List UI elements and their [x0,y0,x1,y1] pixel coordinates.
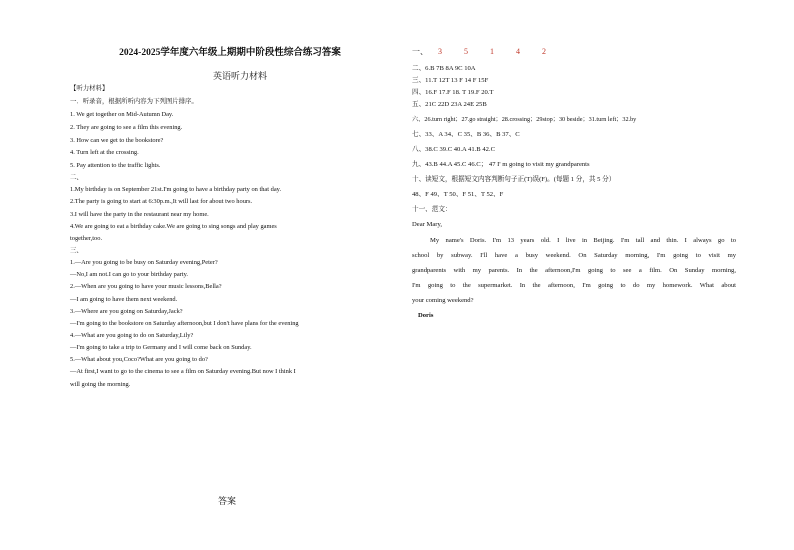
essay-line: grandparents with my parents. In the afternoon,I'm going to see a film. On Sunday morning, [412,267,736,274]
part3-title: 三、 [70,247,83,254]
page-subtitle: 英语听力材料 [212,71,267,81]
essay-line: your coming weekend? [412,297,474,304]
dialogue-line: 3.—Where are you going on Saturday,Jack? [70,308,183,315]
part2-item: 3.I will have the party in the restaurant near my home. [70,211,209,218]
answer-value: 2 [542,47,546,56]
essay-signature: Doris [418,312,434,319]
part1-item: 4. Turn left at the crossing. [70,149,139,156]
footer-label: 答案 [218,496,237,506]
answer-row-1 [412,48,546,56]
part2-item: 2.The party is going to start at 6:30p.m.,It will last for about two hours. [70,198,253,205]
part2-item: together,too. [70,235,103,242]
dialogue-line: —At first,I want to go to the cinema to see a film on Saturday evening.But now I think I [70,368,296,375]
answer-row: 五、21C 22D 23A 24E 25B [412,101,487,108]
dialogue-line: 4.—What are you going to do on Saturday,Lily? [70,332,194,339]
part2-item: 1.My birthday is on September 21st.I'm going to have a birthday party on that day. [70,186,282,193]
part1-item: 5. Pay attention to the traffic lights. [70,162,161,169]
essay-greeting: Dear Mary, [412,221,442,228]
section-label: 【听力材料】 [70,85,109,92]
answer-value: 3 [438,47,442,56]
dialogue-line: 2.—When are you going to have your music lessons,Bella? [70,283,222,290]
answer-row: 三、11.T 12T 13 F 14 F 15F [412,77,489,84]
answer-value: 5 [464,47,468,56]
part2-item: 4.We are going to eat a birthday cake.We are going to sing songs and play games [70,223,277,230]
dialogue-line: —I am going to have them next weekend. [70,296,178,303]
answer-row: 十、读短文，根据短文内容判断句子正(T)误(F)。(每题 1 分，共 5 分） [412,176,616,183]
essay-line: school by subway. I'll have a busy weekend. On Saturday morning, I'm going to visit my [412,252,736,259]
dialogue-line: will going the morning. [70,381,131,388]
answer-row: 二、6.B 7B 8A 9C 10A [412,65,476,72]
part1-item: 3. How can we get to the bookstore? [70,137,164,144]
answer-value: 4 [516,47,520,56]
answer-row: 九、43.B 44.A 45.C 46.C； 47 I' m going to visit my grandparents [412,161,590,168]
essay-heading: 十一、范文： [412,206,452,213]
dialogue-line: —I'm going to take a trip to Germany and I will come back on Sunday. [70,344,252,351]
part1-item: 2. They are going to see a film this evening. [70,124,183,131]
part2-title: 二、 [70,174,83,181]
essay-line: I'm going to the supermarket. In the afternoon, I'm going to do my homework. What about [412,282,736,289]
answer-value: 1 [490,47,494,56]
dialogue-line: 5.—What about you,Coco?What are you going to do? [70,356,208,363]
page-title: 2024-2025学年度六年级上期期中阶段性综合练习答案 [119,48,341,58]
essay-line: My name's Doris. I'm 13 years old. I live in Beijing. I'm tall and thin. I always go to [430,237,736,244]
part1-title: 一．听录音，根据所听内容为下列图片排序。 [70,98,198,105]
answer-row-label: 一、 [412,47,428,56]
dialogue-line: —I'm going to the bookstore on Saturday afternoon,but I don't have plans for the evening [70,320,299,327]
answer-row: 六、26.turn right；27.go straight；28.crossing；29stop；30 beside；31.turn left；32.by [412,116,637,123]
part1-item: 1. We get together on Mid-Autumn Day. [70,111,174,118]
dialogue-line: 1.—Are you going to be busy on Saturday evening,Peter? [70,259,218,266]
answer-row: 48、F 49、T 50、F 51、T 52、F [412,191,504,198]
answer-row: 八、38.C 39.C 40.A 41.B 42.C [412,146,495,153]
answer-row: 七、33、A 34、C 35、B 36、B 37、C [412,131,520,138]
answer-row: 四、16.F 17.F 18. T 19.F 20.T [412,89,494,96]
dialogue-line: —No,I am not.I can go to your birthday party. [70,271,188,278]
